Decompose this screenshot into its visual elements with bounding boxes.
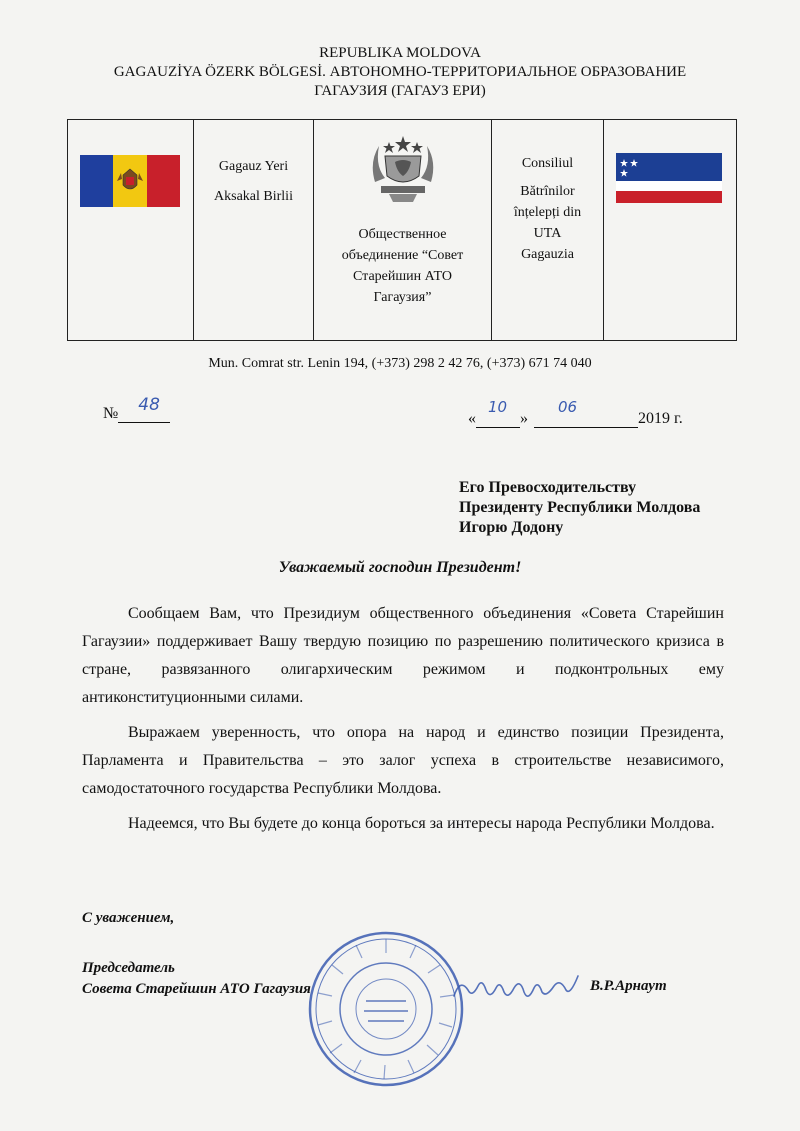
date-day: 10 [488, 398, 508, 416]
official-seal-icon [306, 929, 466, 1089]
body-paragraph-3: Надеемся, что Вы будете до конца бороться за интересы народа Республики Молдова. [128, 815, 715, 832]
salutation: Уважаемый господин Президент! [278, 559, 522, 576]
moldova-flag-cell [68, 120, 194, 341]
handwritten-signature-icon [450, 968, 582, 1008]
closing-phrase: С уважением, [82, 910, 175, 926]
gagauzia-emblem-icon [365, 132, 441, 204]
date-year: 2019 г. [638, 410, 683, 427]
gagauz-flag-cell [604, 120, 737, 341]
addressee-line-2: Президенту Республики Молдова [459, 499, 701, 516]
letter-body [82, 600, 724, 845]
russian-name-line-1: Общественное [358, 227, 447, 242]
gagauz-flag-icon [616, 153, 722, 203]
date-open-quote: « [468, 410, 476, 427]
romanian-name-line-3: înțelepți din [513, 205, 582, 220]
addressee-line-3: Игорю Додону [459, 519, 564, 536]
header-line-3: ГАГАУЗИЯ (ГАГАУЗ ЕРИ) [314, 83, 486, 99]
date-close-quote: » [520, 410, 528, 427]
header-line-1: REPUBLIKA MOLDOVA [319, 45, 481, 61]
number-value: 48 [138, 395, 160, 415]
document-date [468, 398, 683, 428]
document-number [103, 395, 170, 423]
russian-name-line-3: Старейшин АТО [353, 269, 452, 284]
body-paragraph-2: Выражаем уверенность, что опора на народ и единство позиции Президента, Парламента и Правительства – это залог успеха в строительстве независимого, самодостаточного государства Республики Молдова. [82, 724, 724, 797]
russian-name-line-2: объединение “Совет [341, 248, 464, 263]
addressee-block [459, 478, 700, 538]
gagauz-name-line-2: Aksakal Birlii [214, 189, 293, 204]
romanian-name-line-2: Bătrînilor [520, 184, 575, 199]
chairman-title-line-2: Совета Старейшин АТО Гагаузия [82, 981, 311, 997]
header-line-2: GAGAUZİYA ÖZERK BÖLGESİ. АВТОНОМНО-ТЕРРИТОРИАЛЬНОЕ ОБРАЗОВАНИЕ [113, 64, 687, 80]
romanian-name-line-4: UTA [533, 226, 562, 241]
romanian-name-line-5: Gagauzia [521, 247, 574, 262]
russian-name-line-4: Гагаузия” [373, 290, 432, 305]
number-label: № [103, 405, 119, 422]
letterhead-header [0, 44, 800, 101]
emblem-cell [314, 120, 492, 341]
chairman-title-line-1: Председатель [82, 960, 175, 976]
body-paragraph-1: Сообщаем Вам, что Президиум общественного объединения «Совета Старейшин Гагаузии» поддерживает Вашу твердую позицию по разрешению политического кризиса в стране, развязанного олигархическим режимом и подконтрольных ему антиконституционными силами. [82, 605, 724, 706]
gagauz-name-cell [194, 120, 314, 341]
addressee-line-1: Его Превосходительству [459, 479, 637, 496]
romanian-name-line-1: Consiliul [521, 156, 574, 171]
letterhead-table [67, 119, 737, 341]
contact-address: Mun. Comrat str. Lenin 194, (+373) 298 2 42 76, (+373) 671 74 040 [208, 356, 592, 371]
signer-name: В.Р.Арнаут [590, 978, 667, 994]
date-month: 06 [558, 398, 578, 416]
chairman-title [82, 958, 311, 1000]
moldova-flag-icon [80, 155, 180, 207]
gagauz-name-line-1: Gagauz Yeri [218, 159, 289, 174]
romanian-name-cell [492, 120, 604, 341]
